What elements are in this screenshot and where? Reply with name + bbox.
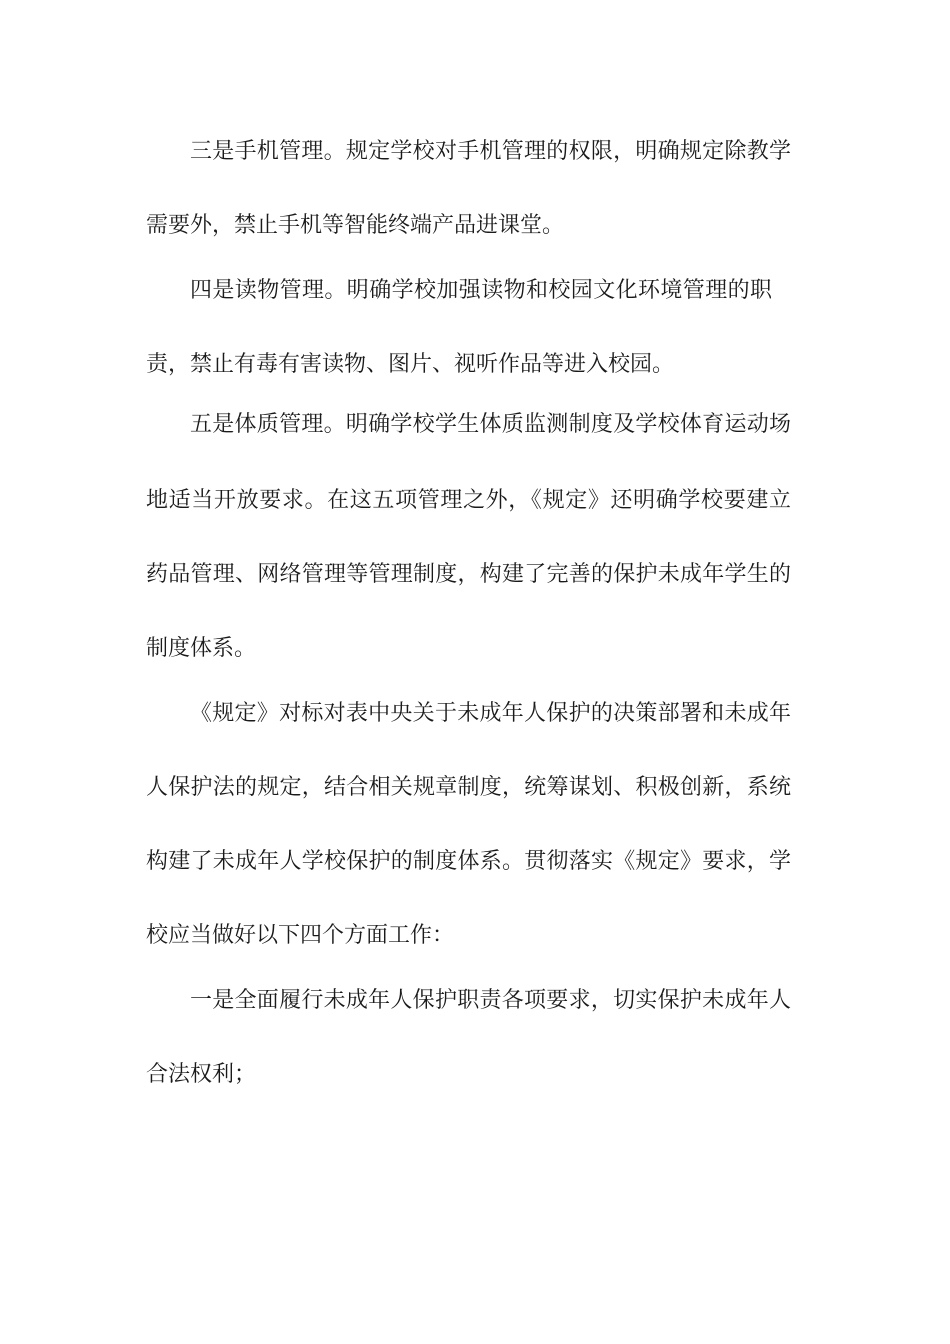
paragraph-physique-line-3: 药品管理、网络管理等管理制度，构建了完善的保护未成年学生的 xyxy=(146,562,791,587)
paragraph-regulation-line-3: 构建了未成年人学校保护的制度体系。贯彻落实《规定》要求，学 xyxy=(146,849,791,874)
paragraph-physique-line-2: 地适当开放要求。在这五项管理之外，《规定》还明确学校要建立 xyxy=(146,488,791,513)
paragraph-physique-line-1: 五是体质管理。明确学校学生体质监测制度及学校体育运动场 xyxy=(190,412,791,437)
paragraph-regulation-line-1: 《规定》对标对表中央关于未成年人保护的决策部署和未成年 xyxy=(190,701,791,726)
paragraph-regulation-line-4: 校应当做好以下四个方面工作： xyxy=(146,923,455,948)
paragraph-phone-line-1: 三是手机管理。规定学校对手机管理的权限，明确规定除教学 xyxy=(190,139,791,164)
paragraph-duty-line-2: 合法权利； xyxy=(146,1062,257,1087)
paragraph-reading-line-1: 四是读物管理。明确学校加强读物和校园文化环境管理的职 xyxy=(190,278,773,303)
paragraph-reading-line-2: 责，禁止有毒有害读物、图片、视听作品等进入校园。 xyxy=(146,352,675,377)
paragraph-physique-line-4: 制度体系。 xyxy=(146,636,257,661)
paragraph-duty-line-1: 一是全面履行未成年人保护职责各项要求，切实保护未成年人 xyxy=(190,988,791,1013)
paragraph-phone-line-2: 需要外，禁止手机等智能终端产品进课堂。 xyxy=(146,213,565,238)
paragraph-regulation-line-2: 人保护法的规定，结合相关规章制度，统筹谋划、积极创新，系统 xyxy=(146,775,791,800)
